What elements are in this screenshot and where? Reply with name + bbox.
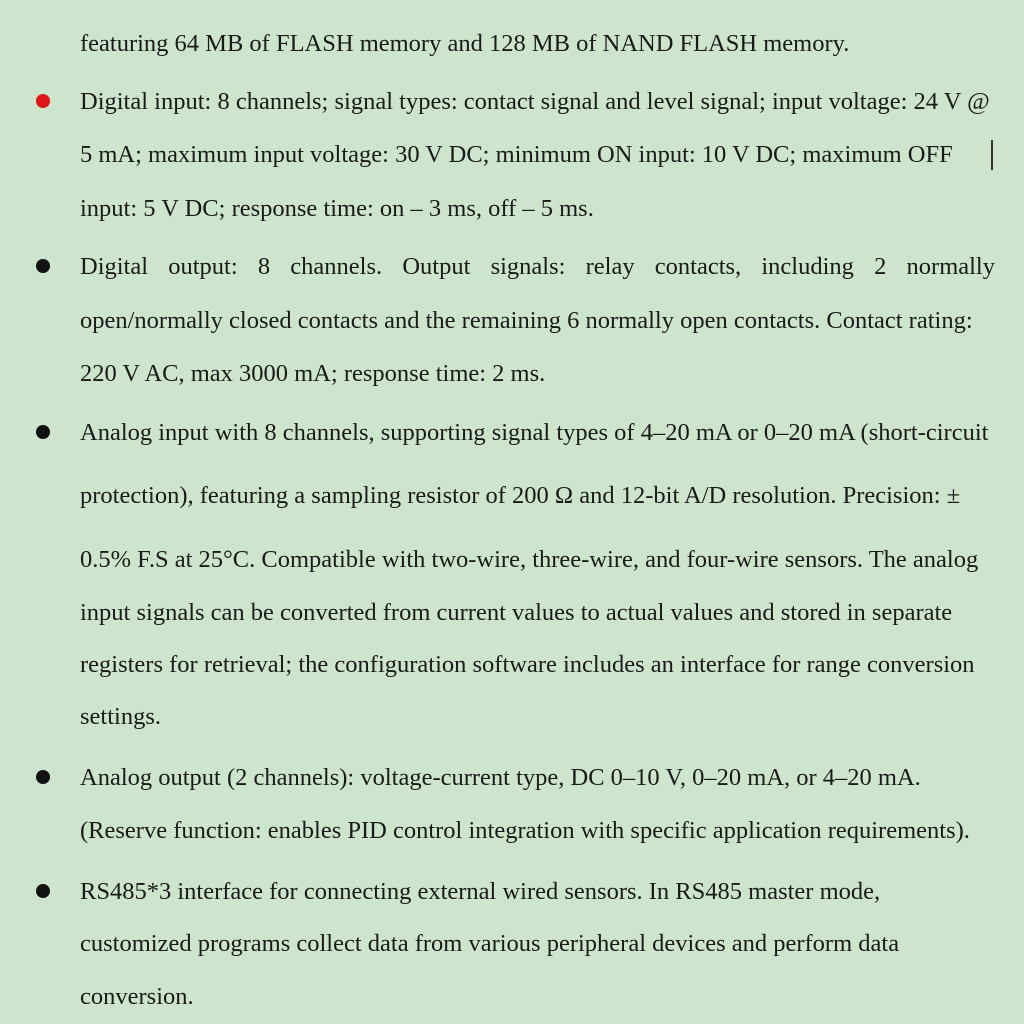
analog-output-line-1: Analog output (2 channels): voltage-current type, DC 0–10 V, 0–20 mA, or 4–20 mA. — [80, 764, 921, 791]
digital-input-line-1: Digital input: 8 channels; signal types: contact signal and level signal; input voltage: 24 V @ — [80, 88, 990, 115]
intro-line: featuring 64 MB of FLASH memory and 128 MB of NAND FLASH memory. — [80, 30, 850, 57]
digital-input-line-2: 5 mA; maximum input voltage: 30 V DC; minimum ON input: 10 V DC; maximum OFF — [80, 141, 953, 168]
rs485-line-1: RS485*3 interface for connecting external wired sensors. In RS485 master mode, — [80, 878, 881, 905]
rs485-line-3: conversion. — [80, 983, 194, 1010]
analog-input-line-4: input signals can be converted from current values to actual values and stored in separate — [80, 599, 953, 626]
bullet-red-icon — [36, 94, 50, 108]
digital-output-line-3: 220 V AC, max 3000 mA; response time: 2 ms. — [80, 360, 546, 387]
bullet-icon — [36, 259, 50, 273]
bullet-icon — [36, 770, 50, 784]
rs485-line-2: customized programs collect data from various peripheral devices and perform data — [80, 930, 900, 957]
bullet-icon — [36, 425, 50, 439]
bullet-icon — [36, 884, 50, 898]
text-cursor-marker — [991, 140, 993, 170]
analog-input-line-1: Analog input with 8 channels, supporting signal types of 4–20 mA or 0–20 mA (short-circuit — [80, 419, 989, 446]
digital-output-line-1: Digital output: 8 channels. Output signals: relay contacts, including 2 normally — [80, 253, 995, 280]
analog-output-line-2: (Reserve function: enables PID control integration with specific application requirements). — [80, 817, 970, 844]
analog-input-line-2: protection), featuring a sampling resistor of 200 Ω and 12-bit A/D resolution. Precision: ± — [80, 482, 961, 509]
analog-input-line-5: registers for retrieval; the configuration software includes an interface for range conversion — [80, 651, 975, 678]
digital-input-line-3: input: 5 V DC; response time: on – 3 ms, off – 5 ms. — [80, 195, 594, 222]
analog-input-line-3: 0.5% F.S at 25°C. Compatible with two-wire, three-wire, and four-wire sensors. The analog — [80, 546, 979, 573]
analog-input-line-6: settings. — [80, 703, 161, 730]
digital-output-line-2: open/normally closed contacts and the remaining 6 normally open contacts. Contact rating: — [80, 307, 973, 334]
